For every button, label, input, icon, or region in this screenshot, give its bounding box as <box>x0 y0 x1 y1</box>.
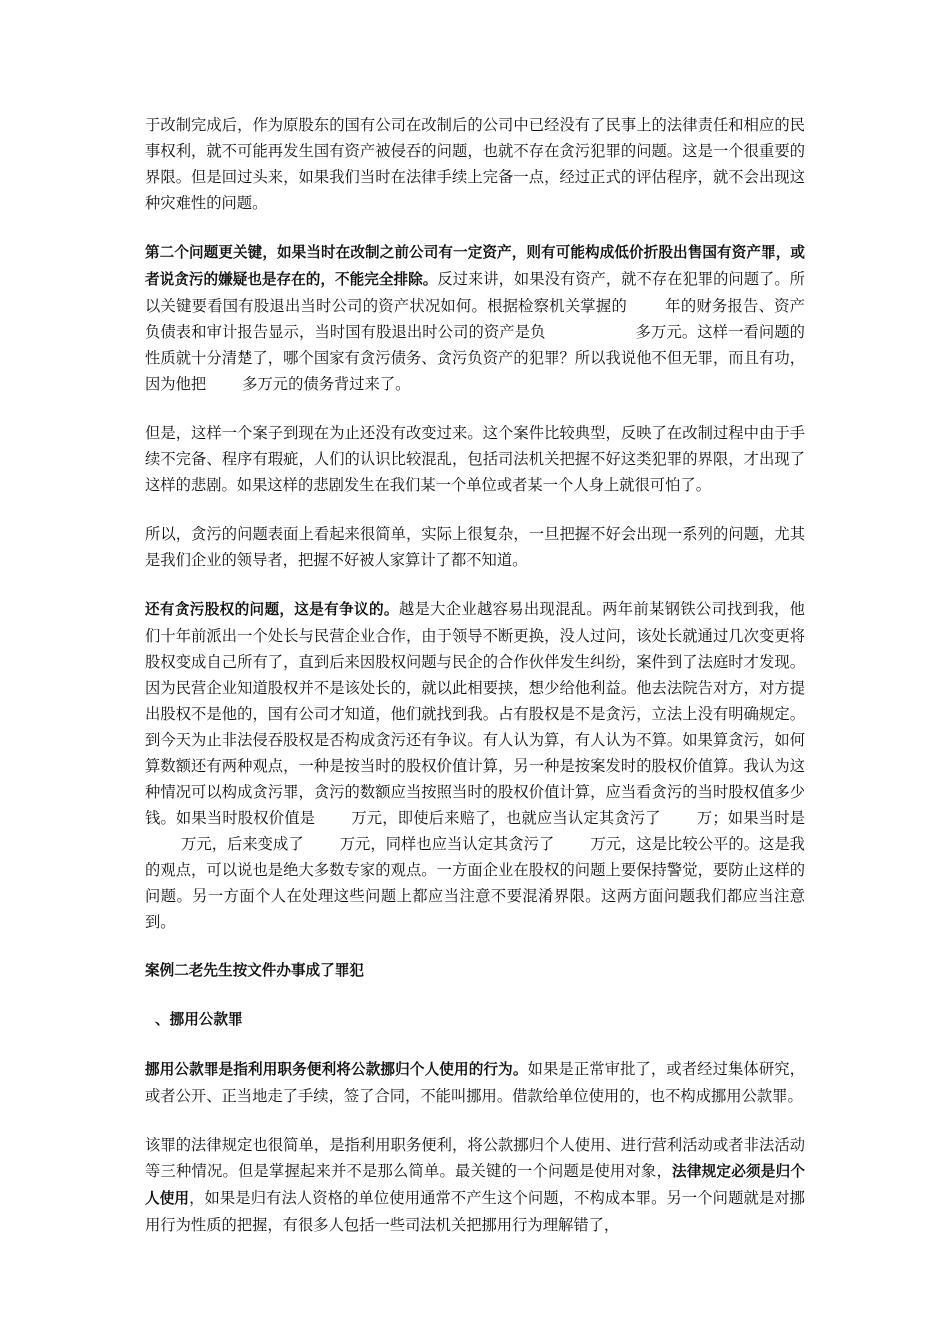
paragraph-6-bold-lead: 挪用公款罪是指利用职务便利将公款挪归个人使用的行为。 <box>145 1061 528 1078</box>
paragraph-5-text-2: 万元，即使后来赔了，也就应当认定其贪污了 <box>351 809 661 827</box>
paragraph-5-bold-lead: 还有贪污股权的问题，这是有争议的。 <box>145 601 399 618</box>
paragraph-2-text-2: 年的财务报告、资产负债表和审计报告显示，当时国有股退出时公司的资产是负 <box>145 297 805 341</box>
paragraph-2-bold-lead: 第二个问题更关键，如果当时在改制之前公司有一定资产，则有可能构成低价折股出售国有资产罪，或者说贪污的嫌疑也是存在的，不能完全排除。 <box>145 244 805 288</box>
paragraph-7-text-2: ，如果是归有法人资格的单位使用通常不产生这个问题，不构成本罪。另一个问题就是对挪用行为性质的把握，有很多人包括一些司法机关把挪用行为理解错了， <box>145 1189 805 1234</box>
paragraph-5-text-1: 越是大企业越容易出现混乱。两年前某钢铁公司找到我，他们十年前派出一个处长与民营企业合作，由于领导不断更换，没人过问，该处长就通过几次变更将股权变成自己所有了，直到后来因股权问题与民企的合作伙伴发生纠纷，案件到了法庭时才发现。因为民营企业知道股权并不是该处长的，就以此相要挟，想少给他利益。他去法院告对方，对方提出股权不是他的，国有公司才知道，他们就找到我。占有股权是不是贪污，立法上没有明确规定。到今天为止非法侵吞股权是否构成贪污还有争议。有人认为算，有人认为不算。如果算贪污，如何算数额还有两种观点，一种是按当时的股权价值计算，另一种是按案发时的股权价值算。我认为这种情况可以构成贪污罪，贪污的数额应当按照当时的股权价值计算，应当看贪污的当时股权值多少钱。如果当时股权价值是 <box>145 600 805 827</box>
paragraph-7 <box>145 1132 805 1238</box>
paragraph-2 <box>145 239 805 397</box>
paragraph-5-text-4: 万元，后来变成了 <box>181 835 304 853</box>
paragraph-1: 于改制完成后，作为原股东的国有公司在改制后的公司中已经没有了民事上的法律责任和相应的民事权利，就不可能再发生国有资产被侵吞的问题，也就不存在贪污犯罪的问题。这是一个很重要的界限。但是回过头来，如果我们当时在法律手续上完备一点，经过正式的评估程序，就不会出现这种灾难性的问题。 <box>145 116 805 212</box>
case-heading: 案例二老先生按文件办事成了罪犯 <box>145 962 364 979</box>
paragraph-7-text-1: 该罪的法律规定也很简单，是指利用职务便利，将公款挪归个人使用、进行营利活动或者非法活动等三种情况。但是掌握起来并不是那么简单。最关键的一个问题是使用对象， <box>145 1136 805 1180</box>
paragraph-2-text-3: 多万元。这样一看问题的性质就十分清楚了，哪个国家有贪污债务、贪污负资产的犯罪？所以我说他不但无罪，而且有功，因为他把 <box>145 323 805 393</box>
section-heading: 、挪用公款罪 <box>155 1011 243 1028</box>
paragraph-4: 所以，贪污的问题表面上看起来很简单，实际上很复杂，一旦把握不好会出现一系列的问题，尤其是我们企业的领导者，把握不好被人家算计了都不知道。 <box>145 525 805 569</box>
paragraph-5 <box>145 596 805 935</box>
paragraph-6 <box>145 1056 805 1109</box>
paragraph-5-text-5: 万元，同样也应当认定其贪污了 <box>339 835 555 853</box>
paragraph-5-text-3: 万；如果当时是 <box>696 809 805 827</box>
paragraph-2-text-4: 多万元的债务背过来了。 <box>242 375 411 393</box>
paragraph-7-bold: 法律规定必须是归个人使用 <box>145 1163 805 1207</box>
paragraph-3: 但是，这样一个案子到现在为止还没有改变过来。这个案件比较典型，反映了在改制过程中由于手续不完备、程序有瑕疵，人们的认识比较混乱，包括司法机关把握不好这类犯罪的界限，才出现了这样的悲剧。如果这样的悲剧发生在我们某一个单位或者某一个人身上就很可怕了。 <box>145 424 805 494</box>
paragraph-2-text-1: 反过来讲，如果没有资产，就不存在犯罪的问题了。所以关键要看国有股退出当时公司的资产状况如何。根据检察机关掌握的 <box>145 270 805 315</box>
paragraph-6-text-1: 如果是正常审批了，或者经过集体研究，或者公开、正当地走了手续，签了合同，不能叫挪用。借款给单位使用的，也不构成挪用公款罪。 <box>145 1060 805 1105</box>
document-page <box>145 112 805 1261</box>
paragraph-5-text-6: 万元，这是比较公平的。这是我的观点，可以说也是绝大多数专家的观点。一方面企业在股权的问题上要保持警觉，要防止这样的问题。另一方面个人在处理这些问题上都应当注意不要混淆界限。这两方面问题我们都应当注意到。 <box>145 835 805 931</box>
